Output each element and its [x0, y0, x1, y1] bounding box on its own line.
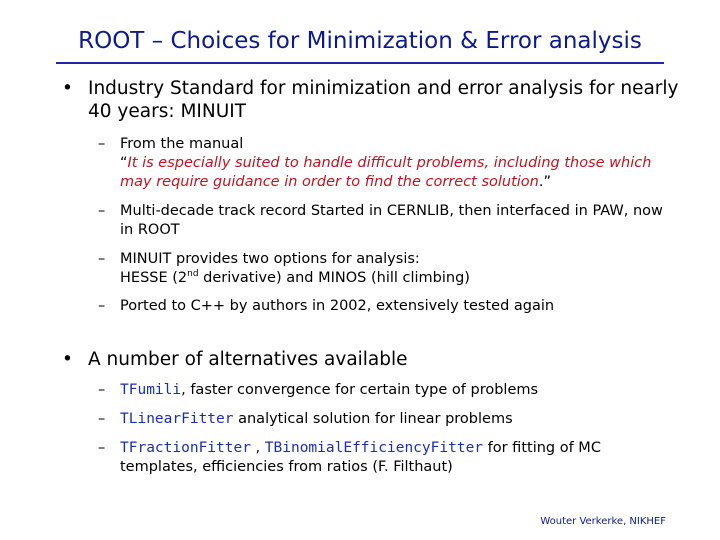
sub-line-1: MINUIT provides two options for analysis:	[120, 251, 420, 267]
bullet-alternatives	[62, 348, 688, 371]
sub-options	[98, 250, 675, 288]
sub-marker: –	[98, 382, 106, 398]
title-underline	[56, 62, 664, 64]
slide-title: ROOT – Choices for Minimization & Error analysis	[78, 28, 642, 54]
manual-quote: It is especially suited to handle difficult problems, including those which may require guidance in order to find the correct solution	[120, 155, 652, 190]
sub-desc: , faster convergence for certain type of problems	[181, 382, 539, 398]
sub-text	[120, 439, 675, 477]
bullet-text: A number of alternatives available	[88, 349, 408, 370]
bullet-minuit	[62, 77, 688, 123]
class-name: TLinearFitter	[120, 411, 234, 427]
sub-desc: for fitting of MC templates, efficiencies from ratios (F. Filthaut)	[120, 440, 601, 475]
bullet-marker: •	[62, 78, 73, 99]
sub-marker: –	[98, 136, 106, 152]
sub-manual-quote	[98, 135, 675, 192]
sub-tfractionfitter	[98, 439, 675, 477]
sub-marker: –	[98, 440, 106, 456]
sub-text: Multi-decade track record Started in CERNLIB, then interfaced in PAW, now in ROOT	[120, 203, 663, 238]
superscript: nd	[187, 269, 199, 280]
sub-lead: From the manual	[120, 136, 244, 152]
sub-text	[120, 250, 675, 288]
sub-text	[120, 410, 675, 429]
sub-marker: –	[98, 411, 106, 427]
sub-track-record	[98, 202, 675, 240]
class-name: TFractionFitter	[120, 440, 251, 456]
sub-line-2b: derivative) and MINOS (hill climbing)	[198, 270, 470, 286]
class-name: TBinomialEfficiencyFitter	[264, 440, 484, 456]
sub-line-2a: HESSE (2	[120, 270, 188, 286]
bullet-marker: •	[62, 349, 73, 370]
bullet-text: Industry Standard for minimization and error analysis for nearly 40 years: MINUIT	[88, 78, 679, 122]
quote-close: .”	[538, 174, 551, 190]
sub-marker: –	[98, 298, 106, 314]
class-name: TFumili	[120, 382, 182, 398]
footer-author: Wouter Verkerke, NIKHEF	[540, 516, 666, 527]
sub-text	[120, 135, 675, 192]
sub-desc: analytical solution for linear problems	[233, 411, 513, 427]
sub-tfumili	[98, 381, 675, 400]
separator: ,	[250, 440, 265, 456]
sub-ported	[98, 297, 675, 316]
sub-text	[120, 381, 675, 400]
sub-tlinearfitter	[98, 410, 675, 429]
quote-open: “	[120, 155, 128, 171]
sub-marker: –	[98, 251, 106, 267]
sub-marker: –	[98, 203, 106, 219]
sub-text: Ported to C++ by authors in 2002, extensively tested again	[120, 298, 555, 314]
